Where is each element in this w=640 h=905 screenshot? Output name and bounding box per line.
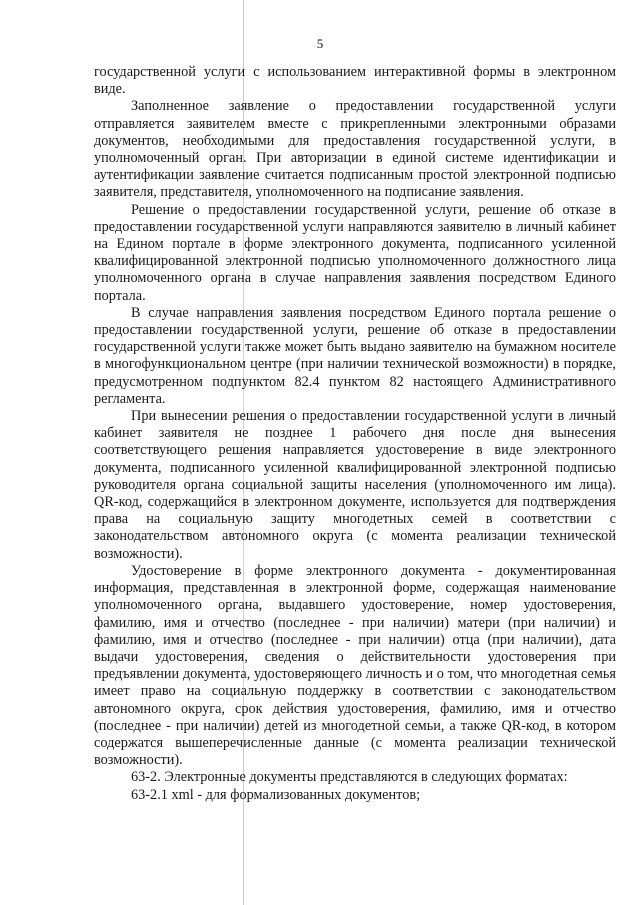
paragraph-format-xml: 63-2.1 xml - для формализованных документов; — [131, 786, 421, 803]
paragraph-formats-heading: 63-2. Электронные документы представляются в следующих форматах: — [131, 769, 568, 786]
paragraph-continuation: государственной услуги с использованием интерактивной формы в электронном виде. — [94, 64, 616, 98]
body-text — [94, 64, 616, 804]
paragraph-certificate-definition: Удостоверение в форме электронного документа - документированная информация, представленная в электронной форме, содержащая наименование уполномоченного органа, выдавшего удостоверение, номер удостоверения, фамилию, имя и отчество (последнее - при наличии) матери (при наличии) и фамилию, имя и отчество (последнее - при наличии) отца (при наличии), дата выдачи удостоверения, сведения о действительности удостоверения при предъявлении документа, удостоверяющего личность и о том, что многодетная семья имеет право на социальную поддержку в соответствии с законодательством автономного округа, срок действия удостоверения, фамилию, имя и отчество (последнее - при наличии) детей из многодетной семьи, а также QR-код, в котором содержатся вышеперечисленные данные (с момента реализации технической возможности). — [94, 562, 616, 769]
paragraph-application-submission: Заполненное заявление о предоставлении государственной услуги отправляется заявителем вместе с прикрепленными электронными образами документов, необходимыми для предоставления государственной услуги, в уполномоченный орган. При авторизации в единой системе идентификации и аутентификации заявление считается подписанным простой электронной подписью заявителя, представителя, уполномоченного на подписание заявления. — [94, 98, 616, 201]
paragraph-paper-copy: В случае направления заявления посредством Единого портала решение о предоставлении государственной услуги, решение об отказе в предоставлении государственной услуги также может быть выдано заявителю на бумажном носителе в многофункциональном центре (при наличии технической возможности) в порядке, предусмотренном подпунктом 82.4 пунктом 82 настоящего Административного регламента. — [94, 304, 616, 407]
paragraph-decision-delivery: Решение о предоставлении государственной услуги, решение об отказе в предоставлении государственной услуги направляются заявителю в личный кабинет на Едином портале в форме электронного документа, подписанного усиленной квалифицированной электронной подписью уполномоченного должностного лица уполномоченного органа в случае направления заявления посредством Единого портала. — [94, 201, 616, 304]
paragraph-certificate-issue: При вынесении решения о предоставлении государственной услуги в личный кабинет заявителя не позднее 1 рабочего дня после дня вынесения соответствующего решения направляется удостоверение в виде электронного документа, подписанного усиленной квалифицированной электронной подписью руководителя органа социальной защиты населения (уполномоченного им лица). QR-код, содержащийся в электронном документе, используется для подтверждения права на социальную защиту многодетных семей в соответствии с законодательством автономного округа (с момента реализации технической возможности). — [94, 408, 616, 562]
page-number: 5 — [316, 36, 324, 51]
